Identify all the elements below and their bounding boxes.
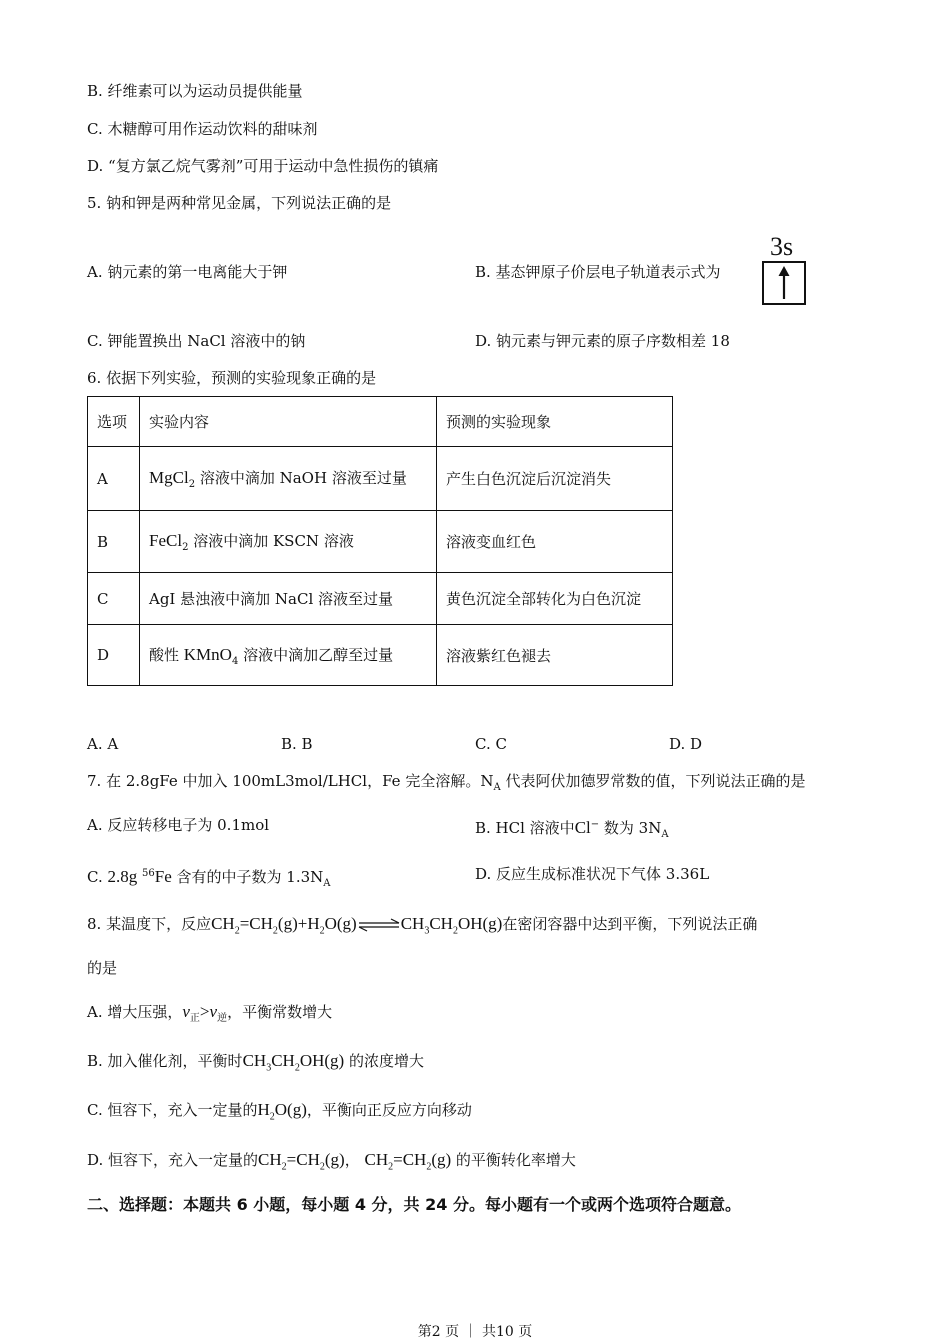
q8-option-d: D. 恒容下，充入一定量的$CH_2=CH_2(g)$， $CH_2=CH_2(g)$ 的平衡转化率增大: [87, 1150, 576, 1173]
row-content: FeCl$_2$ 溶液中滴加 KSCN 溶液: [140, 511, 437, 573]
section-heading: 二、选择题：本题共 6 小题，每小题 4 分，共 24 分。每小题有一个或两个选项符合题意。: [87, 1195, 741, 1214]
orbital-label: 3s: [770, 232, 794, 261]
header-option: 选项: [88, 397, 140, 447]
q5-option-b: B. 基态钾原子价层电子轨道表示式为: [475, 263, 721, 281]
orbital-diagram: [760, 233, 812, 309]
page-footer: 第2 页 ｜ 共10 页: [417, 1324, 533, 1340]
row-option: C: [88, 573, 140, 625]
q6-option-b: B. B: [281, 735, 313, 753]
q4-option-d: D. “复方氯乙烷气雾剂”可用于运动中急性损伤的镇痛: [87, 157, 439, 175]
q5-option-d: D. 钠元素与钾元素的原子序数相差 18: [475, 332, 730, 350]
q6-option-d: D. D: [669, 735, 703, 753]
q4-option-b: B. 纤维素可以为运动员提供能量: [87, 82, 303, 100]
q7-option-d: D. 反应生成标准状况下气体 3.36L: [475, 865, 710, 883]
q8-option-a: A. 增大压强，$v_正>v_逆$，平衡常数增大: [87, 1002, 333, 1024]
experiment-table: [87, 396, 673, 686]
reaction-equation: $CH_2=CH_2(g)+H_2O(g)$ $CH_3CH_2OH(g)$: [211, 914, 503, 937]
orbital-box: [762, 261, 806, 305]
q4-option-c: C. 木糖醇可用作运动饮料的甜味剂: [87, 120, 318, 138]
up-arrow-icon: [764, 263, 804, 303]
row-result: 产生白色沉淀后沉淀消失: [437, 447, 673, 511]
q6-option-a: A. A: [87, 735, 119, 753]
q8-option-b: B. 加入催化剂，平衡时$CH_3CH_2OH(g)$ 的浓度增大: [87, 1051, 424, 1074]
q5-option-a: A. 钠元素的第一电离能大于钾: [87, 263, 288, 281]
row-result: 溶液变血红色: [437, 511, 673, 573]
q8-stem-line2: 的是: [87, 959, 118, 977]
header-content: 实验内容: [140, 397, 437, 447]
row-result: 溶液紫红色褪去: [437, 625, 673, 686]
equilibrium-arrow-icon: [357, 918, 401, 932]
row-option: B: [88, 511, 140, 573]
q8-option-c: C. 恒容下，充入一定量的$H_2O(g)$，平衡向正反应方向移动: [87, 1100, 472, 1123]
table-row: [88, 511, 673, 573]
table-row: [88, 573, 673, 625]
q5-option-c: C. 钾能置换出 NaCl 溶液中的钠: [87, 332, 306, 350]
q6-stem: 6. 依据下列实验，预测的实验现象正确的是: [87, 369, 377, 387]
table-row: [88, 447, 673, 511]
row-option: A: [88, 447, 140, 511]
q6-option-c: C. C: [475, 735, 507, 753]
header-phenomenon: 预测的实验现象: [437, 397, 673, 447]
q7-stem: 7. 在 2.8gFe 中加入 100mL3mol/LHCl，Fe 完全溶解。$N_A$ 代表阿伏加德罗常数的值，下列说法正确的是: [87, 772, 806, 793]
row-option: D: [88, 625, 140, 686]
q5-stem: 5. 钠和钾是两种常见金属，下列说法正确的是: [87, 194, 392, 212]
row-content: AgI 悬浊液中滴加 NaCl 溶液至过量: [140, 573, 437, 625]
q7-option-a: A. 反应转移电子为 0.1mol: [87, 816, 270, 834]
table-row: [88, 625, 673, 686]
q7-option-b: B. HCl 溶液中Cl− 数为 $3N_A$: [475, 818, 669, 840]
q8-stem: 8. 某温度下，反应$CH_2=CH_2(g)+H_2O(g)$ $CH_3CH_2OH(g)$在密闭容器中达到平衡，下列说法正确: [87, 914, 758, 937]
row-content: 酸性 KMnO$_4$ 溶液中滴加乙醇至过量: [140, 625, 437, 686]
q7-option-c: C. 2.8g $^{56}$Fe 含有的中子数为 $1.3N_A$: [87, 867, 331, 889]
row-result: 黄色沉淀全部转化为白色沉淀: [437, 573, 673, 625]
row-content: MgCl$_2$ 溶液中滴加 NaOH 溶液至过量: [140, 447, 437, 511]
table-header-row: [88, 397, 673, 447]
